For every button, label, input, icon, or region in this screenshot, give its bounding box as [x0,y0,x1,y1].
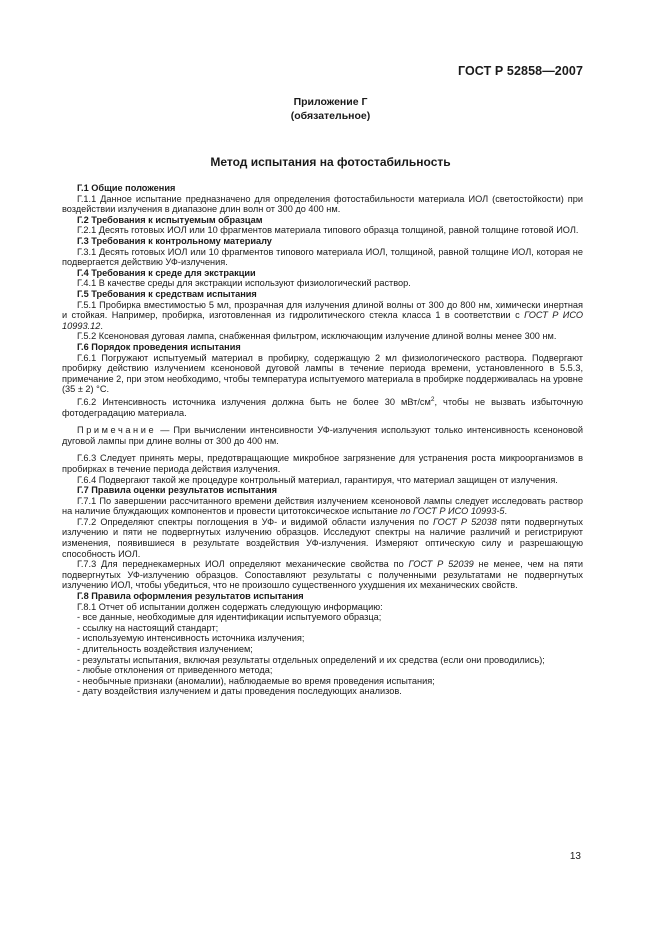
annex-title: Приложение Г [293,96,368,108]
paragraph-text: Г.5.1 Пробирка вместимостью 5 мл, прозрачная для излучения длиной волны от 300 до 800 нм, химически инертная и стойкая. Например, пробирка, изготовленная из гидролитического стекла класса 1 в соответствии с [62,299,583,321]
section-heading: Г.6 Порядок проведения испытания [77,341,241,352]
note-text: — При вычислении интенсивности УФ-излучения используют только интенсивность ксеноновой дуговой лампы при длине волны от 300 до 400 нм. [62,425,583,446]
note [62,425,583,446]
standard-code: ГОСТ Р 52858—2007 [457,64,583,78]
page-number: 13 [569,851,581,862]
document-body [62,183,583,697]
paragraph: Г.6.1 Погружают испытуемый материал в пробирку, содержащую 2 мл физиологического раствора. Подвергают пробирку действию излучением ксеноновой дуговой лампы в течение периода времени, установленного в 5.5.3, примечание 2, при этом необходимо, чтобы температура испытуемого материала в пробирке поддерживалась на уровне (35 ± 2) °С. [62,352,583,395]
section-heading: Г.8 Правила оформления результатов испытания [77,591,304,602]
annex-status: (обязательное) [290,110,371,122]
standard-reference: ГОСТ Р 52038 [432,516,497,527]
section-heading: Г.7 Правила оценки результатов испытания [77,485,277,496]
paragraph: Г.3.1 Десять готовых ИОЛ или 10 фрагментов типового материала ИОЛ, толщиной, равной толщине ИОЛ, которая не подвергается действию УФ-излучения. [62,246,583,268]
section-heading: Г.5 Требования к средствам испытания [77,288,257,299]
superscript: 2 [430,395,435,403]
paragraph: Г.4.1 В качестве среды для экстракции используют физиологический раствор. [77,278,411,289]
section-heading: Г.3 Требования к контрольному материалу [77,235,272,246]
standard-reference: по ГОСТ Р ИСО 10993-5 [400,506,505,517]
paragraph: Г.2.1 Десять готовых ИОЛ или 10 фрагментов материала типового образца толщиной, равной толщине готовой ИОЛ. [77,225,579,236]
standard-reference: ГОСТ Р 52039 [408,559,474,570]
list-item: - любые отклонения от приведенного метода; [77,665,273,676]
paragraph: Г.6.3 Следует принять меры, предотвращающие микробное загрязнение для устранения роста микроорганизмов в пробирках в течение периода действия излучения. [62,453,583,474]
paragraph [62,517,583,559]
paragraph-text: не менее, чем на пяти подвергнутых УФ-излучению образцов. Сопоставляют результаты с полученными результатами не подвергнутых излучению ИОЛ, чтобы убедиться, что не произошло существенного ухудшения их механических свойств. [62,559,584,591]
list-item: - длительность воздействия излучением; [77,644,253,654]
annex-block [0,95,661,123]
list-item: - необычные признаки (аномалии), наблюдаемые во время проведения испытания; [77,675,435,686]
paragraph [62,300,583,332]
paragraph: Г.1.1 Данное испытание предназначено для определения фотостабильности материала ИОЛ (светостойкости) при воздействии излучения в диапазоне длин волн от 300 до 400 нм. [62,193,583,215]
paragraph-text: Г.7.1 По завершении рассчитанного времени действия излучением ксеноновой лампы следует исследовать раствор на наличие блуждающих компонентов и провести цитотоксическое испытание [62,495,583,517]
paragraph-text: . [504,506,508,517]
section-heading: Г.2 Требования к испытуемым образцам [77,214,263,225]
paragraph: Г.6.4 Подвергают такой же процедуре контрольный материал, гарантируя, что материал защищен от излучения. [77,474,558,485]
list-item: - используемую интенсивность источника излучения; [77,633,305,644]
list-item: - результаты испытания, включая результаты отдельных определений и их средства (если они проводились); [77,654,545,665]
paragraph-text: Г.7.3 Для переднекамерных ИОЛ определяют механические свойства по [77,559,409,570]
paragraph: Г.5.2 Ксеноновая дуговая лампа, снабженная фильтром, исключающим излучение длиной волны менее 300 нм. [77,331,557,342]
paragraph-text: Г.6.2 Интенсивность источника излучения должна быть не более 30 мВт/см [77,396,431,407]
paragraph [62,395,583,418]
paragraph-text: . [100,320,103,331]
paragraph [62,559,583,591]
section-heading: Г.4 Требования к среде для экстракции [77,267,256,278]
paragraph [62,496,583,517]
paragraph: Г.8.1 Отчет об испытании должен содержать следующую информацию: [77,601,383,612]
list-item: - дату воздействия излучением и даты проведения последующих анализов. [77,686,402,697]
list-item: - все данные, необходимые для идентификации испытуемого образца; [77,612,382,623]
paragraph-text: Г.7.2 Определяют спектры поглощения в УФ- и видимой области излучения по [77,516,433,527]
paragraph-text: пяти подвергнутых излучению и пяти не подвергнутых излучению образцов. Исследуют спектры на наличие различий и регистрируют изменения, появившиеся в результате воздействия УФ-излучения. Измеряют оптическую силу и разрешающую способность ИОЛ. [62,516,583,559]
standard-reference: ГОСТ Р ИСО 10993.12 [62,310,583,331]
note-label: Примечание [77,425,157,436]
list-item: - ссылку на настоящий стандарт; [77,622,219,633]
paragraph-text: , чтобы не вызвать избыточную фотодеградацию материала. [62,396,584,418]
section-heading: Г.1 Общие положения [77,183,176,193]
document-title: Метод испытания на фотостабильность [210,155,451,169]
